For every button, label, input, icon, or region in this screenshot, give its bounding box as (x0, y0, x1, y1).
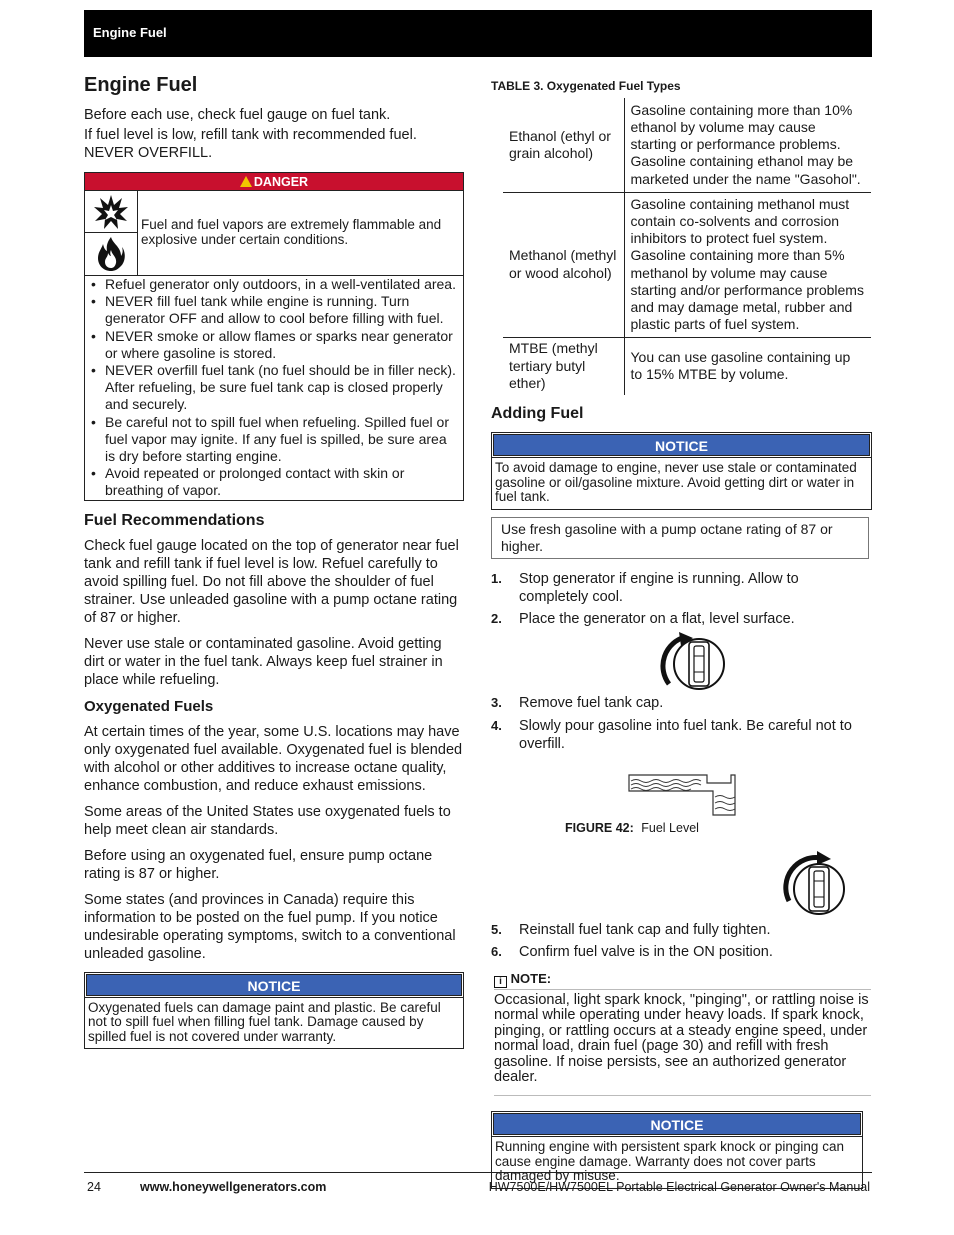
page-title: Engine Fuel (84, 74, 198, 96)
left-column (84, 72, 464, 1049)
notice-header: NOTICE (493, 1113, 861, 1135)
fuel-type-cell: Ethanol (ethyl or grain alcohol) (503, 98, 624, 192)
notice-text: To avoid damage to engine, never use stale or contaminated gasoline or oil/gasoline mixture. Avoid getting dirt or water in fuel tank. (492, 457, 871, 509)
octane-note-text: Use fresh gasoline with a pump octane rating of 87 or higher. (501, 520, 833, 554)
list-item: • NEVER smoke or allow flames or sparks near generator or where gasoline is stored. (89, 328, 459, 362)
fire-icon (85, 233, 137, 275)
intro-paragraph-1: Before each use, check fuel gauge on fuel tank. (84, 107, 391, 123)
notice-header: NOTICE (493, 434, 870, 456)
cap-remove-illustration (491, 632, 871, 694)
page-footer (84, 1172, 872, 1194)
table-row (503, 192, 871, 337)
list-item: 1. Stop generator if engine is running. Allow to completely cool. (491, 570, 799, 605)
note-text: Occasional, light spark knock, "pinging", or rattling noise is normal while operating under heavy loads. If spark knock, pinging, or rattling occurs at a steady engine speed, under normal load, drain fuel (page 30) and refill with fresh gasoline. If noise persists, see an authorized generator dealer. (494, 990, 871, 1097)
fuel-type-cell: MTBE (methyl tertiary butyl ether) (503, 337, 624, 395)
oxygenated-fuel-table (503, 98, 871, 395)
notice-text: Running engine with persistent spark knock or pinging can cause engine damage. Warranty does not cover parts damaged by misuse. (492, 1136, 862, 1188)
steps-list-a (491, 570, 871, 628)
steps-list-b (491, 694, 871, 753)
steps-list-c (491, 921, 871, 961)
oxygenated-paragraph-2: Some areas of the United States use oxygenated fuels to help meet clean air standards. (84, 803, 451, 838)
fuel-level-figure (491, 757, 871, 837)
fuel-level-illustration (627, 771, 737, 819)
list-item: 3. Remove fuel tank cap. (491, 694, 664, 711)
list-item: 2. Place the generator on a flat, level surface. (491, 610, 795, 627)
danger-message: Fuel and fuel vapors are extremely flammable and explosive under certain conditions. (141, 217, 442, 247)
fuel-recommendations-heading: Fuel Recommendations (84, 511, 265, 529)
info-icon: i (494, 976, 507, 988)
danger-message-row (85, 191, 463, 276)
warning-triangle-icon (240, 176, 252, 187)
fuel-type-cell: Methanol (methyl or wood alcohol) (503, 192, 624, 337)
note-block (491, 970, 871, 1097)
explosion-icon (85, 191, 137, 233)
note-header (494, 970, 871, 990)
oxygenated-fuels-heading: Oxygenated Fuels (84, 697, 214, 715)
section-header-label: Engine Fuel (93, 25, 167, 40)
section-header-bar (84, 10, 872, 57)
fuel-recommendations-paragraph-2: Never use stale or contaminated gasoline. Avoid getting dirt or water in the fuel tank. Always keep fuel strainer in place while refueling. (84, 635, 443, 688)
danger-header (85, 173, 463, 191)
danger-box (84, 172, 464, 501)
counterclockwise-arrow-icon (651, 632, 731, 698)
oxygenated-paragraph-3: Before using an oxygenated fuel, ensure pump octane rating is 87 or higher. (84, 847, 433, 882)
fuel-desc-cell: Gasoline containing methanol must contain co-solvents and corrosion inhibitors to protect fuel system. Gasoline containing more than 5% methanol by volume may cause starting and/or performance problems and may damage metal, rubber and plastic parts of fuel system. (630, 195, 864, 333)
figure-caption (565, 819, 699, 837)
adding-fuel-heading: Adding Fuel (491, 405, 584, 422)
cap-install-illustration (491, 843, 871, 921)
list-item: • NEVER overfill fuel tank (no fuel should be in filler neck). After refueling, be sure fuel tank cap is closed properly and securely. (89, 362, 459, 414)
list-item: • Avoid repeated or prolonged contact with skin or breathing of vapor. (89, 465, 459, 499)
figure-label: FIGURE 42: (565, 820, 634, 835)
danger-bullet-list (85, 276, 463, 500)
fuel-recommendations-paragraph-1: Check fuel gauge located on the top of generator near fuel tank and refill tank if fuel level is low. Refuel carefully to avoid spilling fuel. Do not fill above the shoulder of fuel strainer. Use unleaded gasoline with a pump octane rating of 87 or higher. (84, 537, 459, 626)
list-item: • Be careful not to spill fuel when refueling. Spilled fuel or fuel vapor may ignite. If any fuel is spilled, be sure area is dry before starting engine. (89, 414, 459, 466)
fuel-desc-cell: You can use gasoline containing up to 15% MTBE by volume. (630, 349, 851, 383)
octane-note-box (491, 517, 869, 559)
right-column (491, 72, 871, 1189)
website-link[interactable]: www.honeywellgenerators.com (140, 1180, 327, 1194)
notice-text: Oxygenated fuels can damage paint and plastic. Be careful not to spill fuel when filling fuel tank. Damage caused by spilled fuel is not covered under warranty. (85, 997, 463, 1049)
list-item: • Refuel generator only outdoors, in a well-ventilated area. (89, 276, 459, 293)
clockwise-arrow-icon (779, 851, 859, 921)
table-caption: TABLE 3. Oxygenated Fuel Types (491, 79, 681, 93)
danger-label: DANGER (253, 175, 309, 189)
danger-icons (85, 191, 138, 275)
notice-box-oxygenated (84, 972, 464, 1050)
oxygenated-paragraph-4: Some states (and provinces in Canada) require this information to be posted on the fuel pump. If you notice undesirable operating symptoms, switch to a conventional unleaded gasoline. (84, 891, 456, 962)
note-label: NOTE: (510, 970, 552, 986)
notice-header: NOTICE (86, 974, 462, 996)
notice-box-stale-gasoline (491, 432, 872, 510)
oxygenated-paragraph-1: At certain times of the year, some U.S. locations may have only oxygenated fuel available. Oxygenated fuel is blended with alcohol or other additives to increase octane quality, enhance combustion, and reduce exhaust emissions. (84, 723, 463, 794)
notice-box-spark-knock (491, 1111, 863, 1189)
list-item: 6. Confirm fuel valve is in the ON position. (491, 943, 773, 960)
table-row (503, 337, 871, 395)
manual-title: HW7500E/HW7500EL Portable Electrical Generator Owner's Manual (488, 1180, 870, 1194)
page-number: 24 (87, 1180, 101, 1194)
table-row (503, 98, 871, 192)
figure-title: Fuel Level (641, 820, 699, 835)
list-item: 4. Slowly pour gasoline into fuel tank. Be careful not to overfill. (491, 717, 852, 752)
intro-paragraph-2: If fuel level is low, refill tank with recommended fuel. NEVER OVERFILL. (84, 127, 417, 161)
fuel-desc-cell: Gasoline containing more than 10% ethanol by volume may cause starting or performance problems. Gasoline containing ethanol may be marketed under the name "Gasohol". (630, 101, 861, 187)
list-item: • NEVER fill fuel tank while engine is running. Turn generator OFF and allow to cool before filling with fuel. (89, 293, 459, 327)
list-item: 5. Reinstall fuel tank cap and fully tighten. (491, 921, 771, 938)
